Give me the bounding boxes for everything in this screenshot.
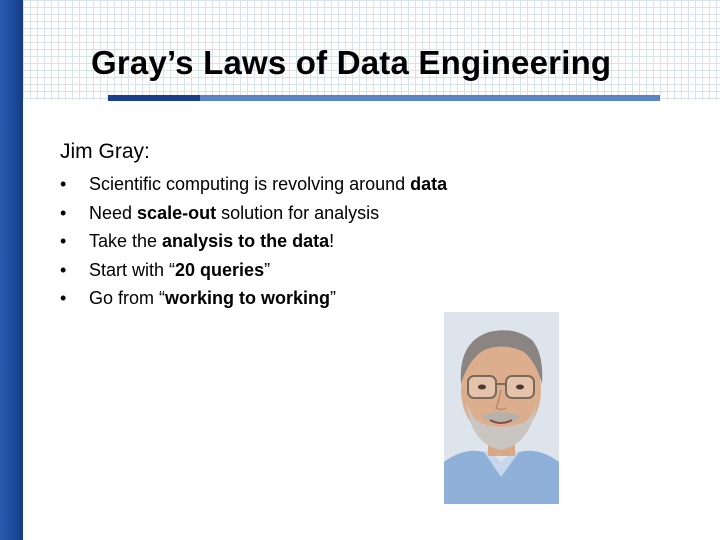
bullet-dot: • <box>60 288 67 308</box>
section-heading: Jim Gray: <box>60 140 150 163</box>
bullet-bold-text: working to working <box>165 288 331 308</box>
bullet-item <box>60 256 447 285</box>
bullet-item <box>60 199 447 228</box>
slide-title: Gray’s Laws of Data Engineering <box>91 44 612 81</box>
bullet-item <box>60 284 447 313</box>
portrait-photo <box>444 312 559 504</box>
bullet-text: Start with “ <box>89 259 176 280</box>
left-accent-bar <box>0 0 23 540</box>
title-underline-light <box>200 95 660 101</box>
bullet-text: ” <box>330 288 337 308</box>
bullet-bold-text: 20 queries <box>175 259 265 280</box>
bullet-dot: • <box>60 259 67 280</box>
bullet-dot: • <box>60 174 67 194</box>
bullet-bold-text: analysis to the data <box>162 231 330 251</box>
title-underline-dark <box>108 95 200 101</box>
bullet-list <box>60 170 447 313</box>
bullet-text: Go from “ <box>89 288 166 308</box>
bullet-text: solution for analysis <box>216 202 380 223</box>
bullet-dot: • <box>60 231 67 251</box>
bullet-text: ” <box>264 259 271 280</box>
bullet-dot: • <box>60 202 67 223</box>
bullet-text: Take the <box>89 231 163 251</box>
bullet-text: Need <box>89 202 138 223</box>
bullet-bold-text: scale-out <box>137 202 217 223</box>
bullet-bold-text: data <box>410 174 448 194</box>
bullet-item <box>60 170 447 199</box>
bullet-item <box>60 227 447 256</box>
bullet-text: Scientific computing is revolving around <box>89 174 411 194</box>
bullet-text: ! <box>329 231 335 251</box>
